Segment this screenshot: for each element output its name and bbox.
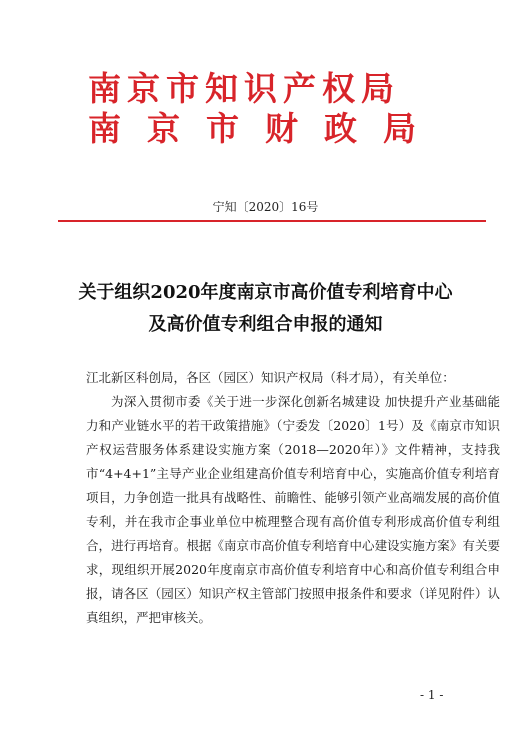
issuer-name-ip-office: 南京市知识产权局 bbox=[88, 69, 400, 108]
issuer-name-finance-bureau: 南京市财政局 bbox=[88, 109, 442, 148]
body-paragraph: 为深入贯彻市委《关于进一步深化创新名城建设 加快提升产业基础能力和产业链水平的若干政策措施》（宁委发〔2020〕1号）及《南京市知识产权运营服务体系建设实施方案（2018—2020年）》文件精神，支持我市“4+4+1”主导产业企业组建高价值专利培育中心，实施高价值专利培育项目，力争创造一批具有战略性、前瞻性、能够引领产业高端发展的高价值专利，并在我市企事业单位中梳理整合现有高价值专利形成高价值专利组合，进行再培育。根据《南京市高价值专利培育中心建设实施方案》有关要求，现组织开展2020年度南京市高价值专利培育中心和高价值专利组合申报，请各区（园区）知识产权主管部门按照申报条件和要求（详见附件）认真组织，严把审核关。 bbox=[86, 394, 500, 625]
document-title-line-2: 及高价值专利组合申报的通知 bbox=[148, 314, 383, 335]
salutation: 江北新区科创局，各区（园区）知识产权局（科才局），有关单位： bbox=[86, 370, 455, 385]
document-number: 宁知〔2020〕16号 bbox=[212, 200, 319, 214]
red-header-rule bbox=[58, 220, 486, 222]
page-number: - 1 - bbox=[420, 688, 444, 702]
document-title-line-1: 关于组织2020年度南京市高价值专利培育中心 bbox=[78, 282, 453, 303]
